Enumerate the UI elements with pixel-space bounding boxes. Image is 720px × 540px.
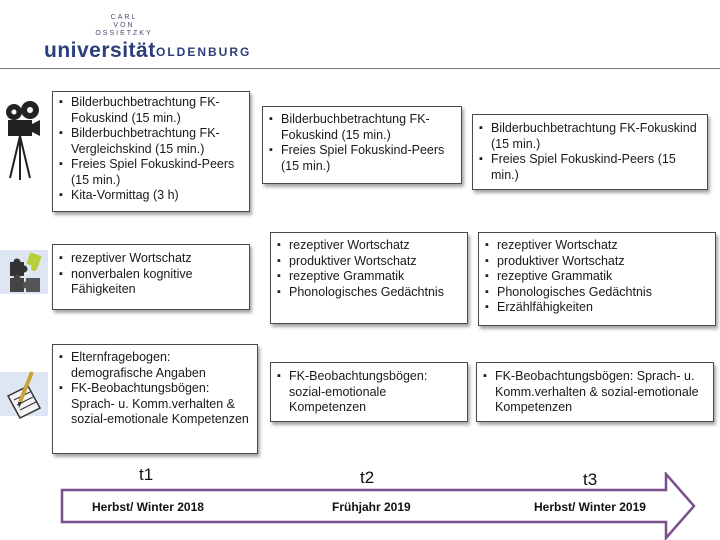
pencil-paper-icon [4, 368, 44, 422]
logo-line-carl: CARL [110, 14, 138, 21]
list-item: ▪ Bilderbuchbetrachtung FK-Vergleichskind (15 min.) [57, 126, 245, 157]
list-item: ▪ rezeptiver Wortschatz [275, 238, 463, 254]
timepoint-label-t3: t3 [583, 470, 598, 489]
list-item: ▪ nonverbalen kognitive Fähigkeiten [57, 267, 245, 298]
list-item: ▪ produktiver Wortschatz [275, 254, 463, 270]
box-t3-video [472, 114, 708, 190]
list-item: ▪ rezeptiver Wortschatz [57, 251, 245, 267]
season-label-t2: Frühjahr 2019 [332, 500, 411, 514]
list-t1-video [57, 95, 245, 204]
list-item: ▪ FK-Beobachtungsbögen: Sprach- u. Komm.verhalten & sozial-emotionale Kompetenzen [481, 369, 709, 416]
logo-line-von: VON [113, 22, 135, 29]
row-icon-puzzle [0, 244, 48, 300]
film-camera-icon [0, 90, 44, 190]
logo-universitaet: universität [44, 39, 156, 62]
logo-line-ossietzky: OSSIETZKY [95, 30, 153, 37]
header-rule [0, 68, 720, 69]
season-label-t3: Herbst/ Winter 2019 [534, 500, 646, 514]
row-icon-film-camera [0, 90, 44, 190]
list-item: ▪ Erzählfähigkeiten [483, 300, 711, 316]
list-item: ▪ rezeptiver Wortschatz [483, 238, 711, 254]
list-item: ▪ produktiver Wortschatz [483, 254, 711, 270]
box-t2-video [262, 106, 462, 184]
list-item: ▪ Freies Spiel Fokuskind-Peers (15 min.) [477, 152, 703, 183]
university-logo [44, 14, 252, 62]
list-item: ▪ rezeptive Grammatik [483, 269, 711, 285]
list-item: ▪ Bilderbuchbetrachtung FK-Fokuskind (15 min.) [267, 112, 457, 143]
list-item: ▪ rezeptive Grammatik [275, 269, 463, 285]
box-t2-questionnaires [270, 362, 468, 422]
list-item: ▪ Phonologisches Gedächtnis [483, 285, 711, 301]
list-t3-questionnaires [481, 369, 709, 416]
logo-oldenburg: OLDENBURG [156, 45, 252, 59]
box-t1-video [52, 91, 250, 212]
row-icon-pencil-paper [0, 364, 48, 424]
list-t2-tests [275, 238, 463, 300]
timepoint-label-t2: t2 [360, 468, 375, 487]
list-item: ▪ Freies Spiel Fokuskind-Peers (15 min.) [267, 143, 457, 174]
list-item: ▪ Kita-Vormittag (3 h) [57, 188, 245, 204]
list-t2-questionnaires [275, 369, 463, 416]
list-t3-tests [483, 238, 711, 316]
list-item: ▪ Bilderbuchbetrachtung FK-Fokuskind (15 min.) [477, 121, 703, 152]
list-t3-video [477, 121, 703, 183]
list-item: ▪ Freies Spiel Fokuskind-Peers (15 min.) [57, 157, 245, 188]
list-t1-questionnaires [57, 350, 253, 428]
list-t1-tests [57, 251, 245, 298]
list-item: ▪ FK-Beobachtungsbögen: Sprach- u. Komm.verhalten & sozial-emotionale Kompetenzen [57, 381, 253, 428]
list-item: ▪ Elternfragebogen: demografische Angaben [57, 350, 253, 381]
box-t1-questionnaires [52, 344, 258, 454]
box-t2-tests [270, 232, 468, 324]
list-item: ▪ Bilderbuchbetrachtung FK-Fokuskind (15 min.) [57, 95, 245, 126]
box-t1-tests [52, 244, 250, 310]
list-item: ▪ Phonologisches Gedächtnis [275, 285, 463, 301]
box-t3-questionnaires [476, 362, 714, 422]
season-label-t1: Herbst/ Winter 2018 [92, 500, 204, 514]
box-t3-tests [478, 232, 716, 326]
puzzle-pieces-icon [6, 248, 46, 298]
timepoint-label-t1: t1 [139, 465, 154, 484]
list-t2-video [267, 112, 457, 174]
list-item: ▪ FK-Beobachtungsbögen: sozial-emotionale Kompetenzen [275, 369, 463, 416]
